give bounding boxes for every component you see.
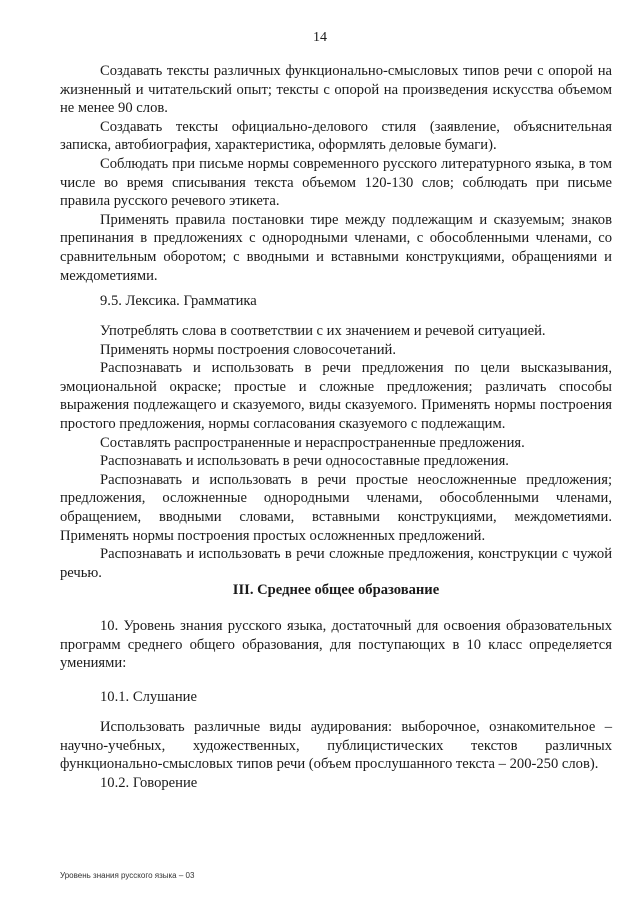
paragraph: Составлять распространенные и нераспространенные предложения. <box>100 434 525 451</box>
subsection-heading-10-1: 10.1. Слушание <box>100 689 197 705</box>
paragraph: Употреблять слова в соответствии с их значением и речевой ситуацией. <box>100 323 546 339</box>
paragraph: Распознавать и использовать в речи сложные предложения, конструкции с чужой речью. <box>60 546 612 581</box>
paragraph: Создавать тексты официально-делового стиля (заявление, объяснительная записка, автобиография, характеристика, оформлять деловые бумаги). <box>60 118 612 154</box>
paragraph: Применять нормы построения словосочетаний. <box>100 341 397 358</box>
text-block-grammar <box>60 322 612 582</box>
section-title: III. Среднее общее образование <box>232 582 440 598</box>
paragraph: Применять правила постановки тире между подлежащим и сказуемым; знаков препинания в предложениях с однородными членами, с обособленными членами, со сравнительным оборотом; с вводными и вставными конструкциями, обращениями и междометиями. <box>60 211 612 284</box>
paragraph: Распознавать и использовать в речи предложения по цели высказывания, эмоциональной окраске; простые и сложные предложения; различать способы выражения подлежащего и сказуемого, виды сказуемого. Применять нормы построения простого предложения, нормы согласования сказуемого с подлежащим. <box>60 360 612 432</box>
text-block-listening <box>60 718 612 792</box>
paragraph: Использовать различные виды аудирования: выборочное, ознакомительное – научно-учебных, художественных, публицистических текстов различных функционально-смысловых типов речи (объем прослушанного текста – 200-250 слов). <box>60 719 612 773</box>
paragraph: Распознавать и использовать в речи односоставные предложения. <box>100 453 509 470</box>
footer-note: Уровень знания русского языка – 03 <box>60 871 195 880</box>
paragraph: 10. Уровень знания русского языка, достаточный для освоения образовательных программ среднего общего образования, для поступающих в 10 класс определяется умениями: <box>60 618 612 672</box>
subsection-heading-9-5: 9.5. Лексика. Грамматика <box>100 293 257 309</box>
text-block-writing <box>60 62 612 285</box>
paragraph: Соблюдать при письме нормы современного русского литературного языка, в том числе во время списывания текста объемом 120-130 слов; соблюдать при письме правила русского речевого этикета. <box>60 155 612 210</box>
paragraph: Распознавать и использовать в речи простые неосложненные предложения; предложения, осложненные однородными членами, обособленными членами, обращением, вводными словами, вставными конструкциями, междометиями. Применять нормы построения простых осложненных предложений. <box>60 471 612 544</box>
page-number: 14 <box>313 30 327 45</box>
subsection-heading-10-2: 10.2. Говорение <box>100 774 198 791</box>
text-block-level <box>60 617 612 673</box>
paragraph: Создавать тексты различных функционально-смысловых типов речи с опорой на жизненный и читательский опыт; тексты с опорой на произведения искусства объемом не менее 90 слов. <box>60 63 612 117</box>
